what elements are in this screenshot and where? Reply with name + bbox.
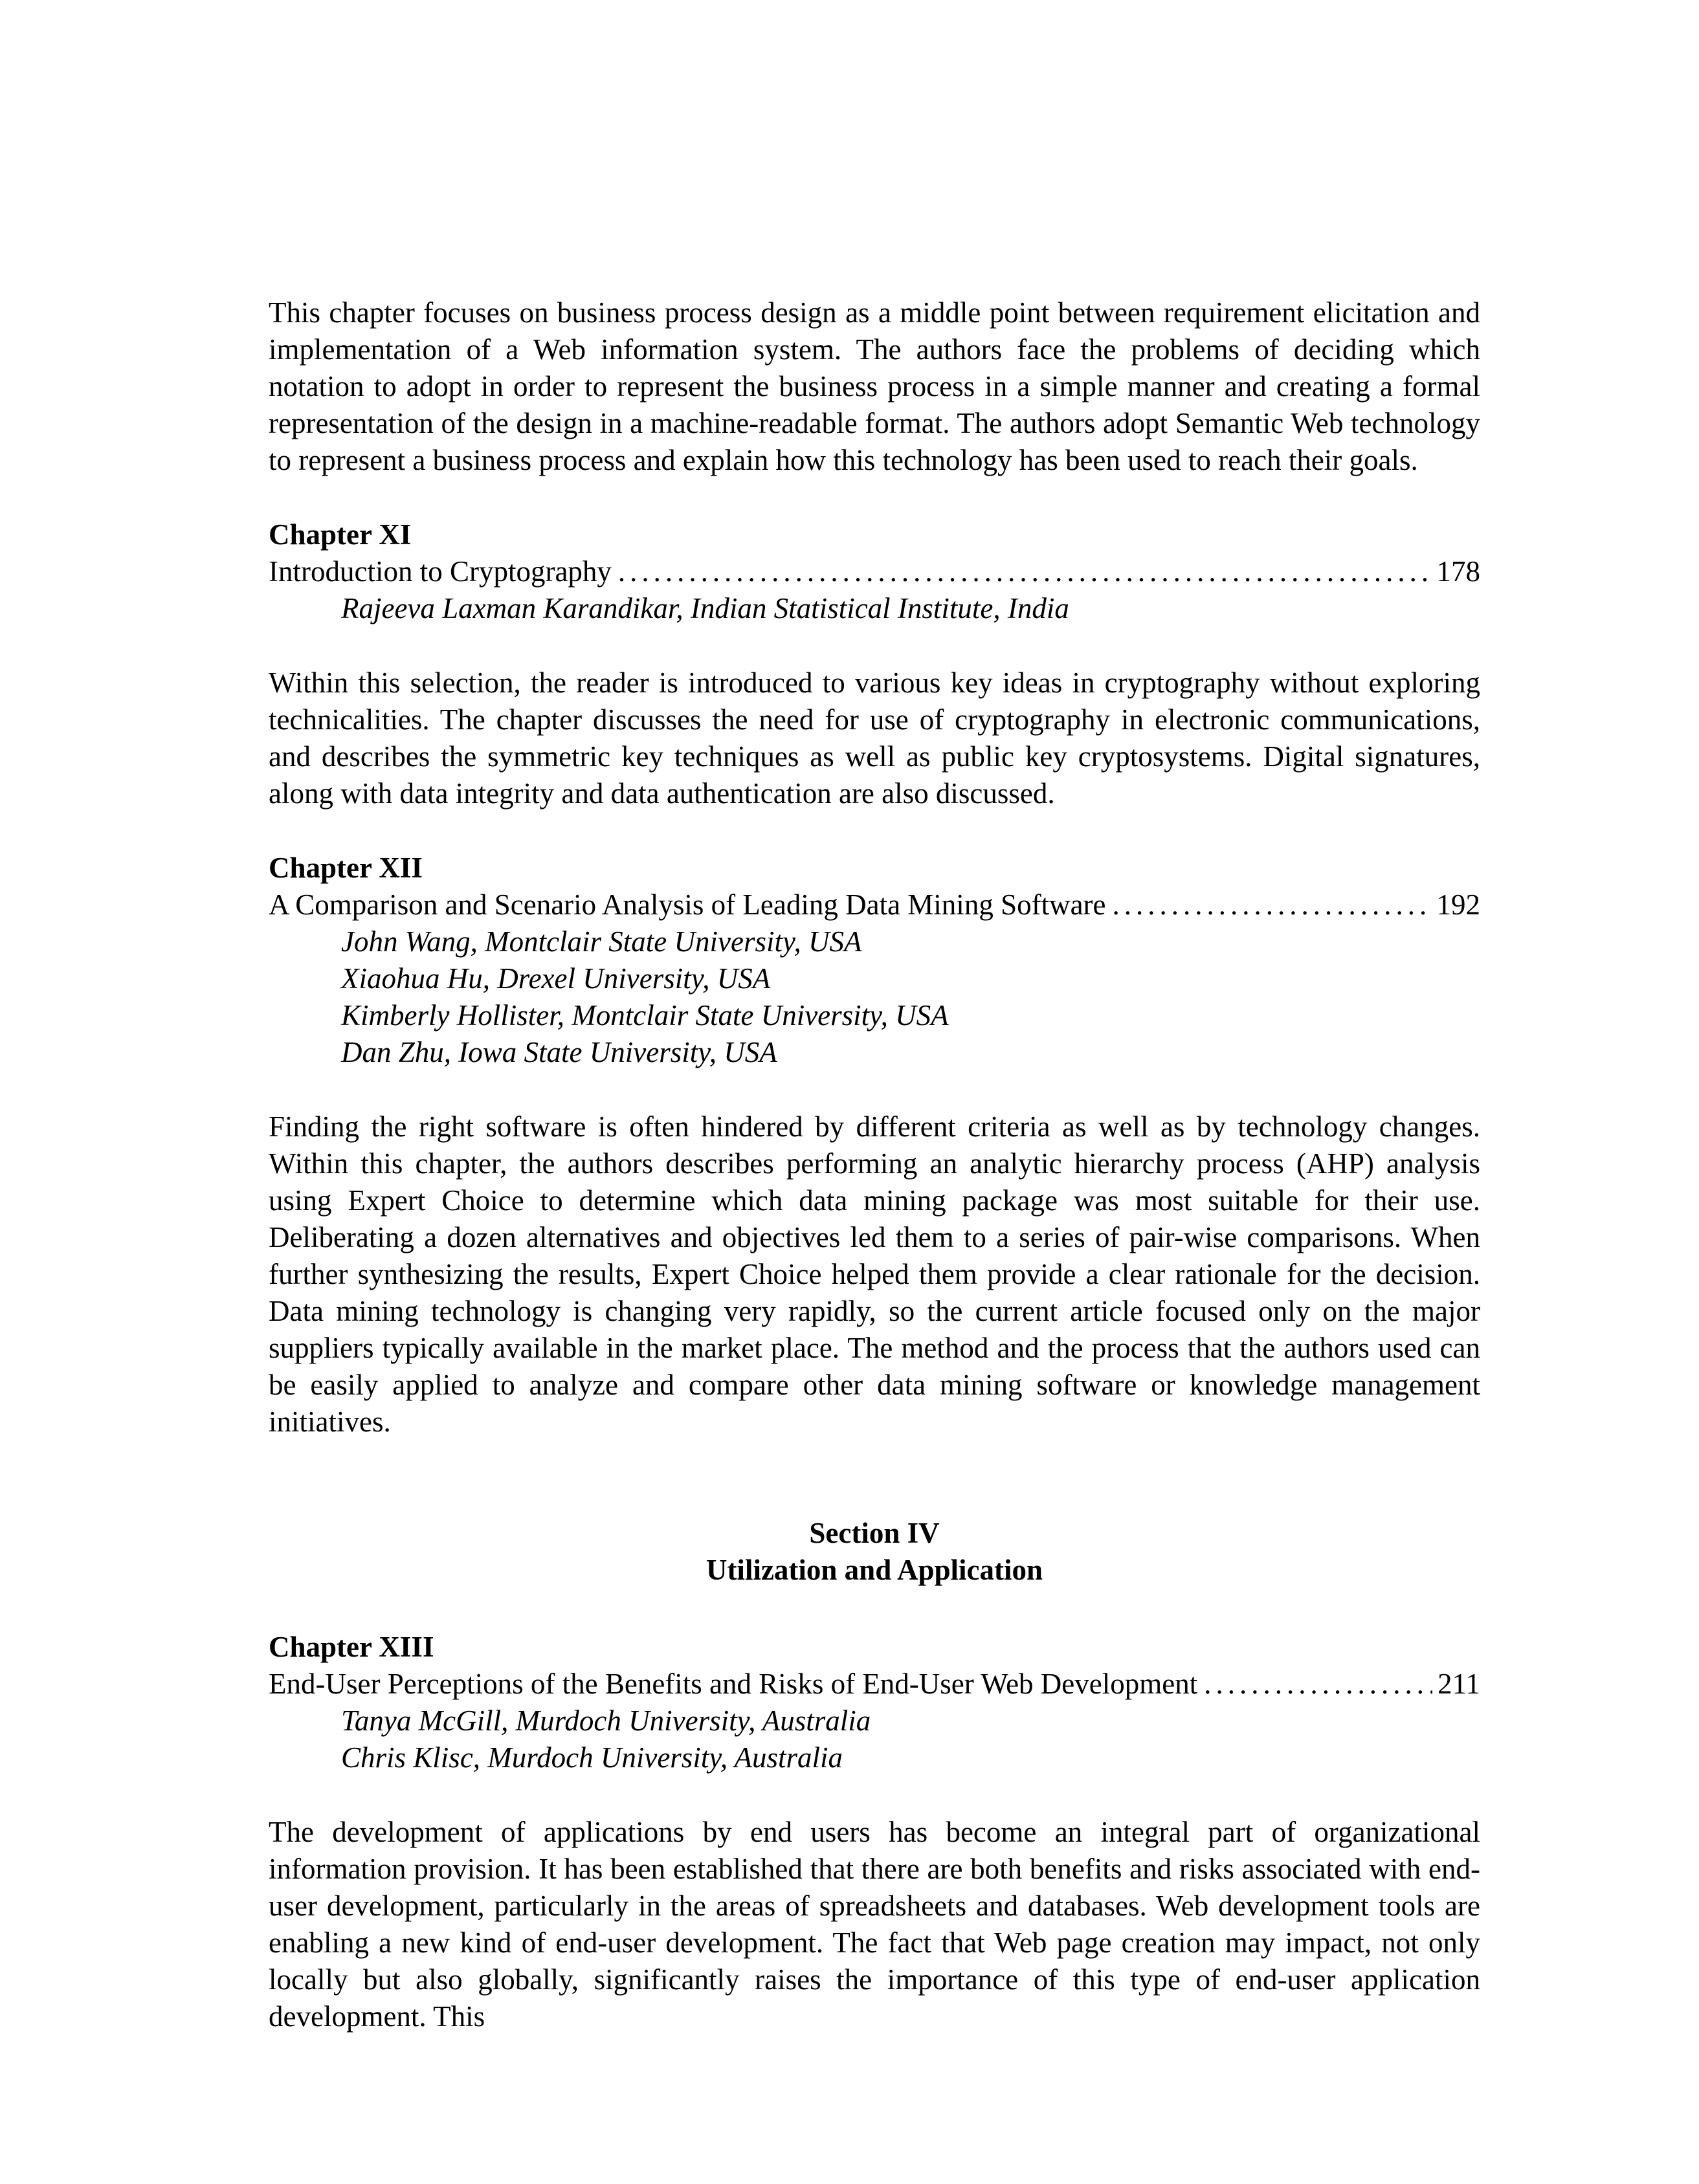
section-iv-header xyxy=(269,1515,1480,1589)
section-iv-title: Utilization and Application xyxy=(705,1554,1043,1586)
chapter-xi-page-number: 178 xyxy=(1436,555,1480,588)
chapter-xi-title: Introduction to Cryptography xyxy=(269,555,612,588)
chapter-xiii-author: Tanya McGill, Murdoch University, Australia xyxy=(341,1704,871,1737)
chapter-xiii-title: End-User Perceptions of the Benefits and Risks of End-User Web Development xyxy=(269,1668,1198,1700)
chapter-xi-author: Rajeeva Laxman Karandikar, Indian Statistical Institute, India xyxy=(341,592,1069,624)
chapter-xii-author: John Wang, Montclair State University, USA xyxy=(341,925,862,958)
chapter-xii-abstract-paragraph: Finding the right software is often hindered by different criteria as well as by technology changes. Within this chapter, the authors describes performing an analytic hierarchy process (AHP) analysis using Expert Choice to determine which data mining package was most suitable for their use. Deliberating a dozen alternatives and objectives led them to a series of pair-wise comparisons. When further synthesizing the results, Expert Choice helped them provide a clear rationale for the decision. Data mining technology is changing very rapidly, so the current article focused only on the major suppliers typically available in the market place. The method and the process that the authors used can be easily applied to analyze and compare other data mining software or knowledge management initiatives. xyxy=(269,1110,1480,1438)
chapter-xi-heading: Chapter XI xyxy=(269,518,412,551)
chapter-xii-author: Dan Zhu, Iowa State University, USA xyxy=(341,1036,777,1068)
chapter-xi-title-line xyxy=(269,553,1480,590)
chapter-xii-author: Kimberly Hollister, Montclair State University, USA xyxy=(341,999,949,1031)
chapter-xiii-page-number: 211 xyxy=(1438,1668,1480,1700)
dot-leader xyxy=(618,553,1432,590)
chapter-xii-entry xyxy=(269,850,1480,1071)
section-iv-label: Section IV xyxy=(809,1517,940,1549)
chapter-xiii-entry xyxy=(269,1629,1480,1776)
chapter-xiii-heading: Chapter XIII xyxy=(269,1631,434,1663)
chapter-xii-heading: Chapter XII xyxy=(269,852,423,884)
dot-leader xyxy=(1204,1666,1432,1703)
page-content xyxy=(269,294,1480,2073)
dot-leader xyxy=(1113,887,1432,923)
chapter-xii-title-line xyxy=(269,887,1480,923)
chapter-xii-author: Xiaohua Hu, Drexel University, USA xyxy=(341,962,771,995)
chapter-xiii-abstract-paragraph: The development of applications by end users has become an integral part of organizational information provision. It has been established that there are both benefits and risks associated with end-user development, particularly in the areas of spreadsheets and databases. Web development tools are enabling a new kind of end-user development. The fact that Web page creation may impact, not only locally but also globally, significantly raises the importance of this type of end-user application development. This xyxy=(269,1816,1480,2033)
chapter-xi-entry xyxy=(269,516,1480,627)
chapter-xii-page-number: 192 xyxy=(1436,888,1480,921)
chapter-xiii-title-line xyxy=(269,1666,1480,1703)
chapter-xiii-author: Chris Klisc, Murdoch University, Australia xyxy=(341,1741,843,1774)
chapter-xi-abstract-paragraph: Within this selection, the reader is introduced to various key ideas in cryptography without exploring technicalities. The chapter discusses the need for use of cryptography in electronic communications, and describes the symmetric key techniques as well as public key cryptosystems. Digital signatures, along with data integrity and data authentication are also discussed. xyxy=(269,667,1480,810)
chapter-x-abstract-paragraph: This chapter focuses on business process design as a middle point between requirement elicitation and implementation of a Web information system. The authors face the problems of deciding which notation to adopt in order to represent the business process in a simple manner and creating a formal representation of the design in a machine-readable format. The authors adopt Semantic Web technology to represent a business process and explain how this technology has been used to reach their goals. xyxy=(269,296,1480,476)
chapter-xii-title: A Comparison and Scenario Analysis of Leading Data Mining Software xyxy=(269,888,1106,921)
